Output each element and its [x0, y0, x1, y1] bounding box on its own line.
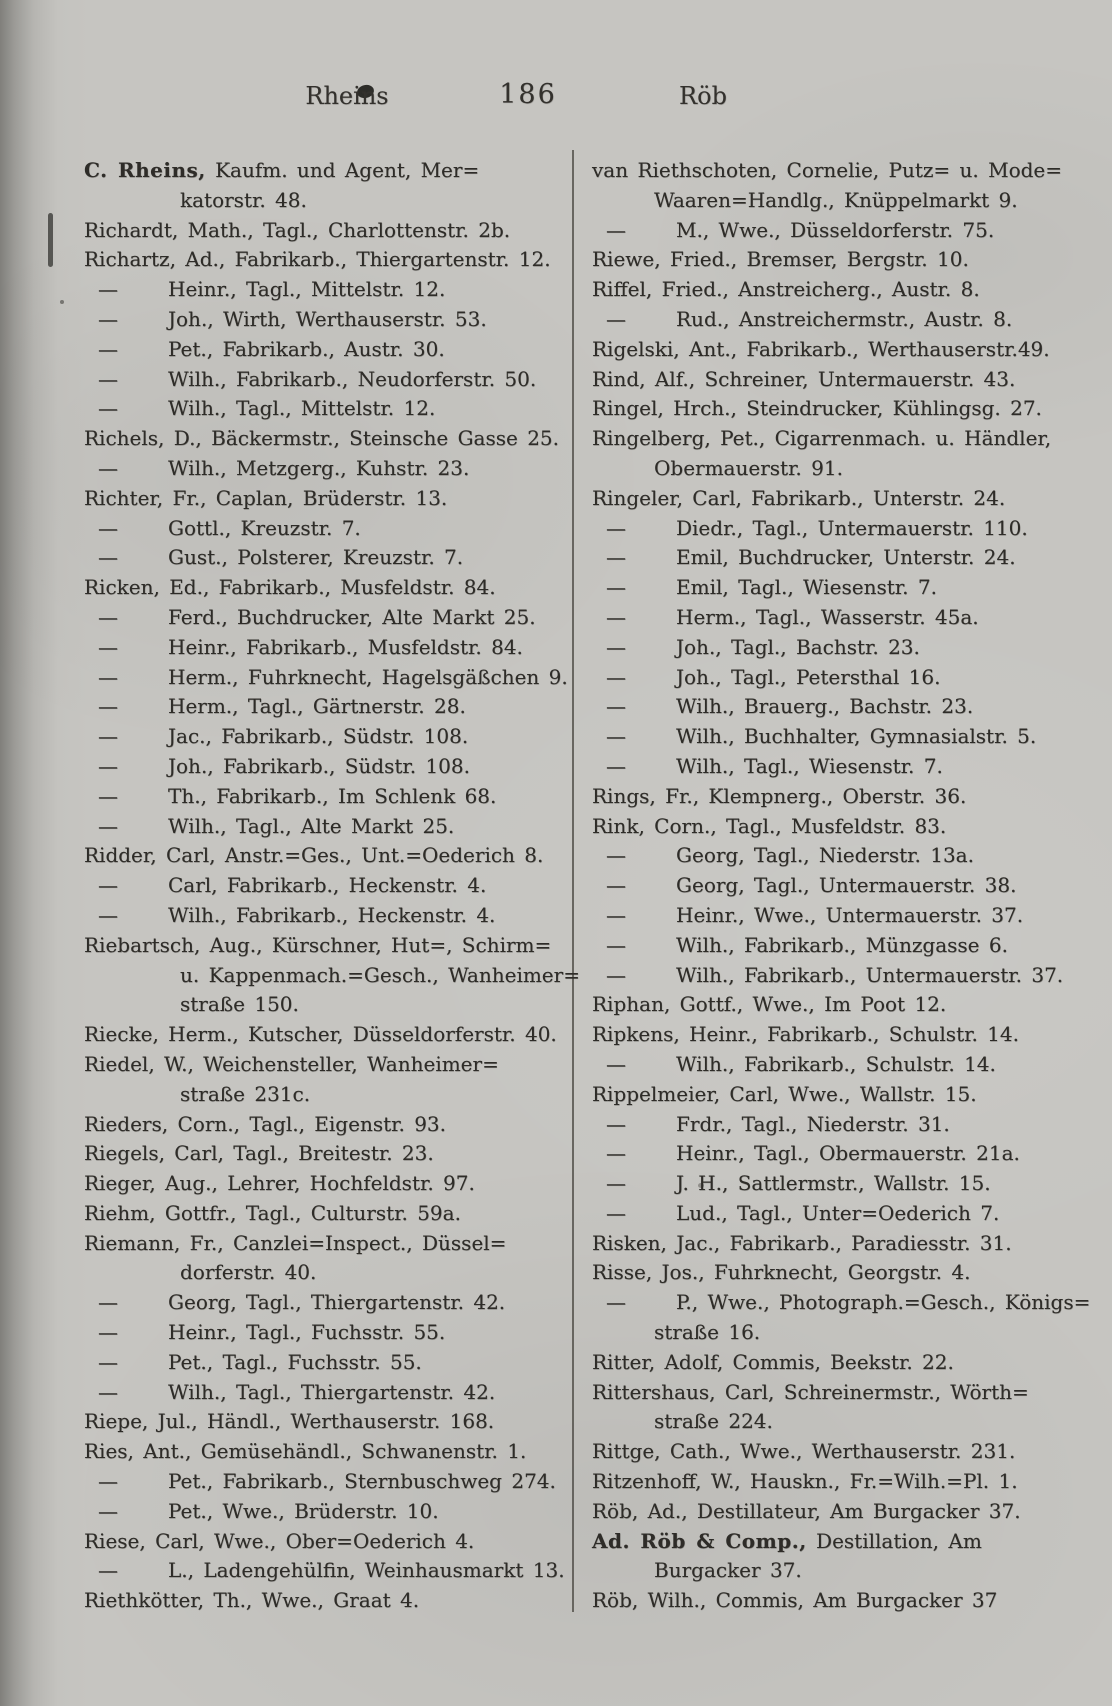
header-catchword-right: Röb	[679, 82, 727, 110]
same-surname-dash: —	[98, 545, 118, 570]
directory-line: — Georg, Tagl., Niederstr. 13a.	[592, 841, 1054, 871]
ink-streak	[48, 213, 53, 267]
same-surname-dash: —	[606, 843, 626, 868]
same-surname-dash: —	[98, 1379, 118, 1404]
directory-line: Burgacker 37.	[654, 1558, 802, 1583]
directory-line: Ringel, Hrch., Steindrucker, Kühlingsg. 27.	[592, 396, 1042, 421]
same-surname-dash: —	[606, 515, 626, 540]
same-surname-dash: —	[606, 217, 626, 242]
directory-line: Ringeler, Carl, Fabrikarb., Unterstr. 24.	[592, 485, 1006, 510]
directory-line: Rieger, Aug., Lehrer, Hochfeldstr. 97.	[84, 1171, 475, 1196]
directory-line: — Heinr., Tagl., Obermauerstr. 21a.	[592, 1139, 1054, 1169]
directory-line: Riebartsch, Aug., Kürschner, Hut=, Schirm=	[84, 932, 552, 957]
directory-line: Röb, Wilh., Commis, Am Burgacker 37	[592, 1588, 998, 1613]
directory-line: Ad. Röb & Comp., Destillation, Am	[592, 1528, 982, 1553]
directory-line: — Georg, Tagl., Thiergartenstr. 42.	[84, 1288, 570, 1318]
directory-line: — Th., Fabrikarb., Im Schlenk 68.	[84, 782, 570, 812]
directory-line: Rigelski, Ant., Fabrikarb., Werthauserstr.49.	[592, 336, 1050, 361]
directory-line: — Joh., Fabrikarb., Südstr. 108.	[84, 752, 570, 782]
directory-line: u. Kappenmach.=Gesch., Wanheimer=	[180, 962, 580, 987]
same-surname-dash: —	[98, 604, 118, 629]
directory-line: Rings, Fr., Klempnerg., Oberstr. 36.	[592, 783, 967, 808]
same-surname-dash: —	[606, 1051, 626, 1076]
directory-line: — Wilh., Tagl., Wiesenstr. 7.	[592, 752, 1054, 782]
directory-line: — Wilh., Fabrikarb., Münzgasse 6.	[592, 931, 1054, 961]
directory-line: — M., Wwe., Düsseldorferstr. 75.	[592, 216, 1054, 246]
same-surname-dash: —	[606, 1111, 626, 1136]
directory-line: — Gust., Polsterer, Kreuzstr. 7.	[84, 543, 570, 573]
directory-line: — Pet., Tagl., Fuchsstr. 55.	[84, 1348, 570, 1378]
directory-line: Rind, Alf., Schreiner, Untermauerstr. 43.	[592, 366, 1016, 391]
directory-line: — Heinr., Wwe., Untermauerstr. 37.	[592, 901, 1054, 931]
directory-line: — Georg, Tagl., Untermauerstr. 38.	[592, 871, 1054, 901]
directory-line: Riegels, Carl, Tagl., Breitestr. 23.	[84, 1141, 434, 1166]
directory-line: Ringelberg, Pet., Cigarrenmach. u. Händler,	[592, 426, 1052, 451]
same-surname-dash: —	[98, 1498, 118, 1523]
directory-line: — Pet., Fabrikarb., Sternbuschweg 274.	[84, 1467, 570, 1497]
directory-line: straße 224.	[654, 1409, 773, 1434]
directory-line: dorferstr. 40.	[180, 1260, 317, 1285]
same-surname-dash: —	[98, 873, 118, 898]
directory-line: — Wilh., Tagl., Mittelstr. 12.	[84, 394, 570, 424]
same-surname-dash: —	[606, 962, 626, 987]
directory-line: — Herm., Fuhrknecht, Hagelsgäßchen 9.	[84, 663, 570, 693]
same-surname-dash: —	[98, 366, 118, 391]
directory-line: Riphan, Gottf., Wwe., Im Poot 12.	[592, 992, 947, 1017]
directory-line: — Carl, Fabrikarb., Heckenstr. 4.	[84, 871, 570, 901]
same-surname-dash: —	[606, 1141, 626, 1166]
page-number: 186	[499, 79, 557, 110]
directory-line: — Wilh., Brauerg., Bachstr. 23.	[592, 692, 1054, 722]
directory-line: — Heinr., Tagl., Fuchsstr. 55.	[84, 1318, 570, 1348]
directory-line: — Heinr., Tagl., Mittelstr. 12.	[84, 275, 570, 305]
directory-line: — Emil, Tagl., Wiesenstr. 7.	[592, 573, 1054, 603]
same-surname-dash: —	[606, 1200, 626, 1225]
same-surname-dash: —	[606, 694, 626, 719]
same-surname-dash: —	[606, 664, 626, 689]
directory-line: Ricken, Ed., Fabrikarb., Musfeldstr. 84.	[84, 575, 496, 600]
directory-line: Ritter, Adolf, Commis, Beekstr. 22.	[592, 1349, 954, 1374]
directory-line: — Joh., Tagl., Petersthal 16.	[592, 663, 1054, 693]
directory-line: — Wilh., Tagl., Alte Markt 25.	[84, 812, 570, 842]
directory-line: — Ferd., Buchdrucker, Alte Markt 25.	[84, 603, 570, 633]
same-surname-dash: —	[98, 515, 118, 540]
left-column	[84, 156, 580, 1616]
directory-line: Risken, Jac., Fabrikarb., Paradiesstr. 31.	[592, 1230, 1012, 1255]
directory-line: — Wilh., Fabrikarb., Neudorferstr. 50.	[84, 365, 570, 395]
same-surname-dash: —	[606, 545, 626, 570]
directory-line: — Wilh., Tagl., Thiergartenstr. 42.	[84, 1378, 570, 1408]
directory-line: Rieders, Corn., Tagl., Eigenstr. 93.	[84, 1111, 447, 1136]
same-surname-dash: —	[98, 396, 118, 421]
same-surname-dash: —	[606, 873, 626, 898]
same-surname-dash: —	[98, 1320, 118, 1345]
directory-line: Ritzenhoff, W., Hauskn., Fr.=Wilh.=Pl. 1.	[592, 1469, 1018, 1494]
directory-line: Rippelmeier, Carl, Wwe., Wallstr. 15.	[592, 1081, 977, 1106]
same-surname-dash: —	[606, 634, 626, 659]
directory-line: — Gottl., Kreuzstr. 7.	[84, 514, 570, 544]
same-surname-dash: —	[98, 634, 118, 659]
directory-line: Riedel, W., Weichensteller, Wanheimer=	[84, 1051, 499, 1076]
same-surname-dash: —	[98, 336, 118, 361]
same-surname-dash: —	[98, 724, 118, 749]
directory-line: — Herm., Tagl., Wasserstr. 45a.	[592, 603, 1054, 633]
same-surname-dash: —	[606, 604, 626, 629]
directory-line: Richardt, Math., Tagl., Charlottenstr. 2b.	[84, 217, 511, 242]
same-surname-dash: —	[606, 1171, 626, 1196]
directory-line: — Wilh., Metzgerg., Kuhstr. 23.	[84, 454, 570, 484]
directory-line: — P., Wwe., Photograph.=Gesch., Königs=	[592, 1288, 1054, 1318]
directory-line: — Frdr., Tagl., Niederstr. 31.	[592, 1110, 1054, 1140]
same-surname-dash: —	[98, 1469, 118, 1494]
same-surname-dash: —	[98, 813, 118, 838]
directory-line: — Rud., Anstreichermstr., Austr. 8.	[592, 305, 1054, 335]
same-surname-dash: —	[606, 1290, 626, 1315]
directory-line: — Wilh., Fabrikarb., Schulstr. 14.	[592, 1050, 1054, 1080]
directory-line: Riese, Carl, Wwe., Ober=Oederich 4.	[84, 1528, 475, 1553]
header-catchword-left: Rheins	[305, 82, 389, 110]
directory-line: — Diedr., Tagl., Untermauerstr. 110.	[592, 514, 1054, 544]
directory-line: straße 16.	[654, 1320, 761, 1345]
directory-line: Ripkens, Heinr., Fabrikarb., Schulstr. 14.	[592, 1022, 1019, 1047]
same-surname-dash: —	[606, 753, 626, 778]
directory-line: Obermauerstr. 91.	[654, 455, 843, 480]
column-divider-rule	[572, 150, 574, 1612]
directory-line: Riehm, Gottfr., Tagl., Culturstr. 59a.	[84, 1200, 461, 1225]
directory-line: van Riethschoten, Cornelie, Putz= u. Mode=	[592, 158, 1063, 182]
directory-line: — Pet., Wwe., Brüderstr. 10.	[84, 1497, 570, 1527]
same-surname-dash: —	[606, 932, 626, 957]
same-surname-dash: —	[98, 902, 118, 927]
firm-name-bold: C. Rheins,	[84, 158, 206, 182]
same-surname-dash: —	[98, 694, 118, 719]
same-surname-dash: —	[606, 306, 626, 331]
directory-line: Ridder, Carl, Anstr.=Ges., Unt.=Oederich 8.	[84, 843, 544, 868]
same-surname-dash: —	[606, 902, 626, 927]
directory-line: — Herm., Tagl., Gärtnerstr. 28.	[84, 692, 570, 722]
directory-line: — Jac., Fabrikarb., Südstr. 108.	[84, 722, 570, 752]
firm-name-bold: Ad. Röb & Comp.,	[592, 1528, 807, 1553]
ink-speck	[60, 300, 64, 304]
directory-line: Rittershaus, Carl, Schreinermstr., Wörth=	[592, 1379, 1029, 1404]
same-surname-dash: —	[98, 306, 118, 331]
directory-line: Richter, Fr., Caplan, Brüderstr. 13.	[84, 485, 448, 510]
same-surname-dash: —	[98, 1349, 118, 1374]
directory-line: Rittge, Cath., Wwe., Werthauserstr. 231.	[592, 1439, 1016, 1464]
same-surname-dash: —	[606, 575, 626, 600]
directory-line: Waaren=Handlg., Knüppelmarkt 9.	[654, 187, 1018, 212]
same-surname-dash: —	[98, 783, 118, 808]
same-surname-dash: —	[98, 277, 118, 302]
directory-line: Richels, D., Bäckermstr., Steinsche Gasse 25.	[84, 426, 559, 451]
directory-line: — Wilh., Buchhalter, Gymnasialstr. 5.	[592, 722, 1054, 752]
same-surname-dash: —	[98, 753, 118, 778]
directory-line: Riepe, Jul., Händl., Werthauserstr. 168.	[84, 1409, 495, 1434]
same-surname-dash: —	[606, 724, 626, 749]
directory-line: — Heinr., Fabrikarb., Musfeldstr. 84.	[84, 633, 570, 663]
directory-line: — J. H., Sattlermstr., Wallstr. 15.	[592, 1169, 1054, 1199]
directory-line: C. Rheins, Kaufm. und Agent, Mer=	[84, 158, 480, 182]
directory-line: straße 150.	[180, 992, 299, 1017]
directory-line: — Lud., Tagl., Unter=Oederich 7.	[592, 1199, 1054, 1229]
directory-line: — Wilh., Fabrikarb., Heckenstr. 4.	[84, 901, 570, 931]
directory-line: — Joh., Tagl., Bachstr. 23.	[592, 633, 1054, 663]
directory-line: Riecke, Herm., Kutscher, Düsseldorferstr. 40.	[84, 1022, 557, 1047]
directory-line: — Emil, Buchdrucker, Unterstr. 24.	[592, 543, 1054, 573]
directory-line: Riffel, Fried., Anstreicherg., Austr. 8.	[592, 277, 980, 302]
same-surname-dash: —	[98, 1558, 118, 1583]
same-surname-dash: —	[98, 455, 118, 480]
directory-line: — Pet., Fabrikarb., Austr. 30.	[84, 335, 570, 365]
directory-line: Riethkötter, Th., Wwe., Graat 4.	[84, 1588, 420, 1613]
directory-line: Riemann, Fr., Canzlei=Inspect., Düssel=	[84, 1230, 507, 1255]
same-surname-dash: —	[98, 1290, 118, 1315]
directory-line: Risse, Jos., Fuhrknecht, Georgstr. 4.	[592, 1260, 971, 1285]
directory-line: Riewe, Fried., Bremser, Bergstr. 10.	[592, 247, 969, 272]
directory-line: Ries, Ant., Gemüsehändl., Schwanenstr. 1.	[84, 1439, 527, 1464]
directory-line: straße 231c.	[180, 1081, 311, 1106]
directory-line: Richartz, Ad., Fabrikarb., Thiergartenstr. 12.	[84, 247, 551, 272]
right-column	[592, 156, 1091, 1616]
directory-line: Röb, Ad., Destillateur, Am Burgacker 37.	[592, 1498, 1021, 1523]
directory-line: — Wilh., Fabrikarb., Untermauerstr. 37.	[592, 961, 1054, 991]
directory-line: katorstr. 48.	[180, 187, 307, 212]
directory-line: — L., Ladengehülfin, Weinhausmarkt 13.	[84, 1556, 570, 1586]
directory-line: Rink, Corn., Tagl., Musfeldstr. 83.	[592, 813, 947, 838]
directory-line: — Joh., Wirth, Werthauserstr. 53.	[84, 305, 570, 335]
same-surname-dash: —	[98, 664, 118, 689]
